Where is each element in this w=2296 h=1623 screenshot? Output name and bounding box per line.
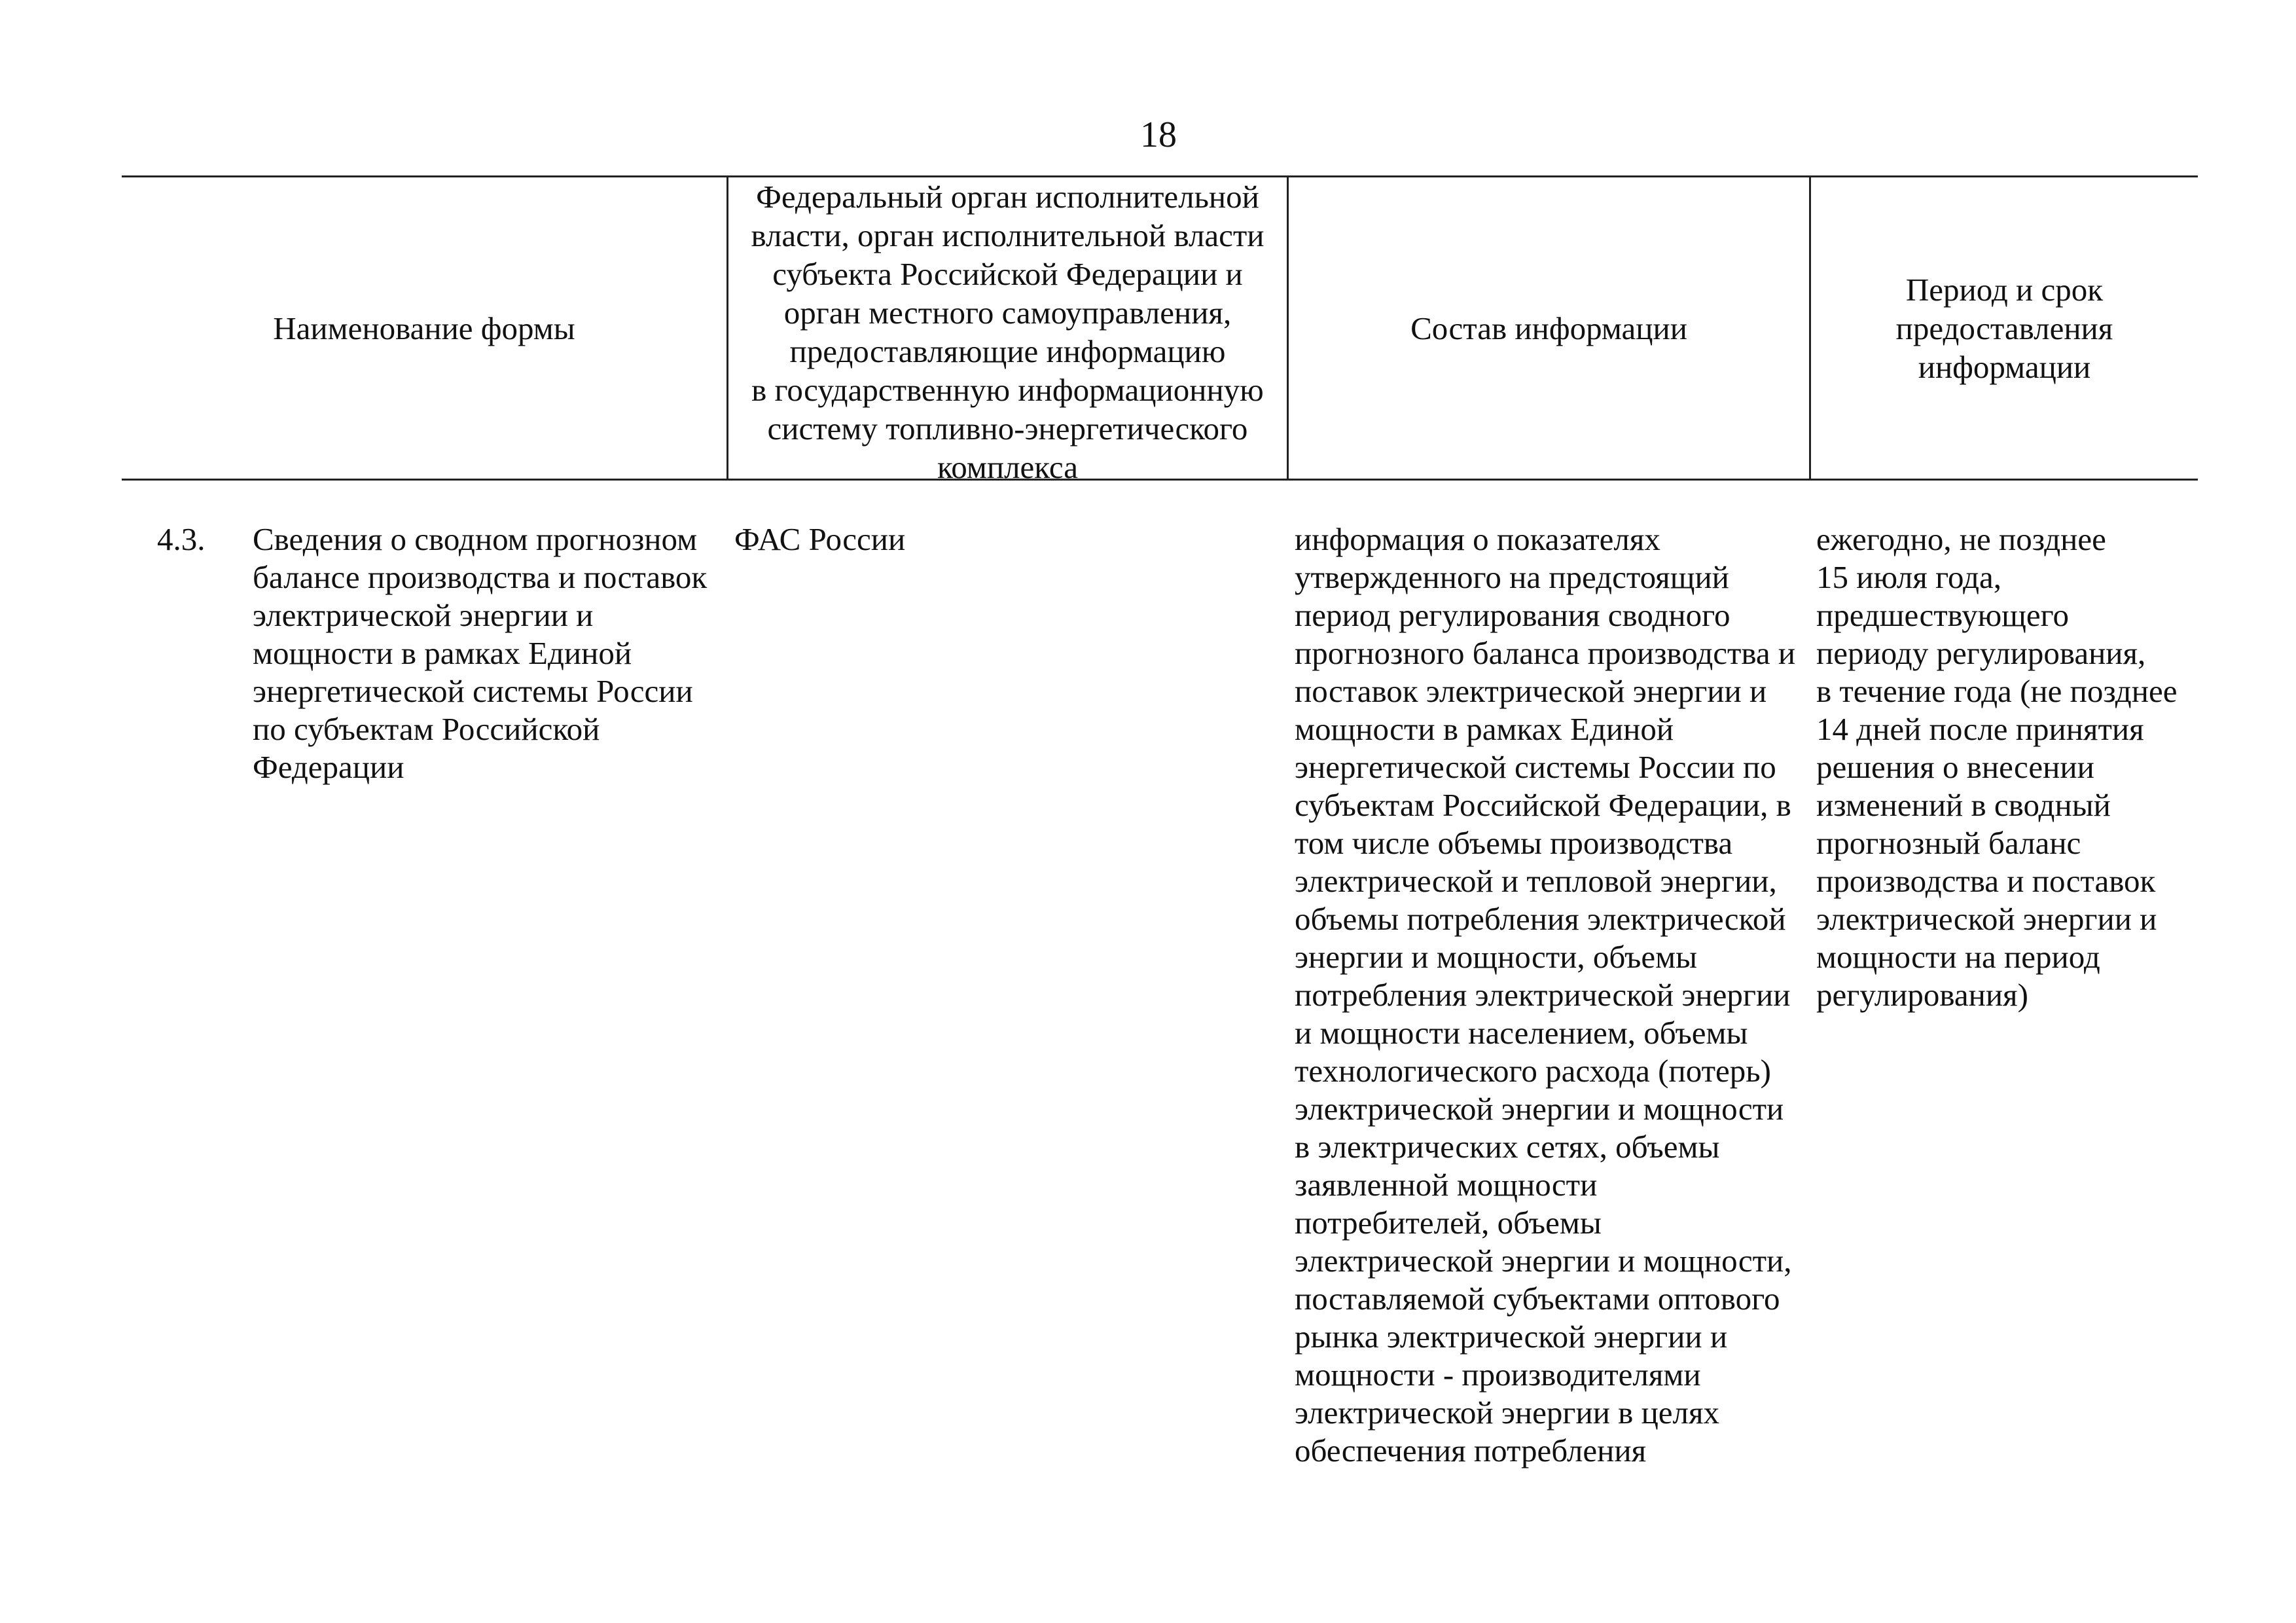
cell-line: период регулирования сводного — [1295, 597, 1731, 633]
cell-line: в течение года (не позднее — [1816, 673, 2178, 709]
header-text — [1896, 270, 2113, 386]
header-line: Период и срок — [1905, 271, 2104, 308]
cell-line: ФАС России — [734, 521, 906, 557]
cell-line: энергии и мощности, объемы — [1295, 939, 1698, 975]
cell-line: прогнозного баланса производства и — [1295, 635, 1796, 671]
header-line: Состав информации — [1410, 310, 1687, 346]
header-line: предоставляющие информацию — [789, 333, 1226, 369]
cell-line: в электрических сетях, объемы — [1295, 1129, 1720, 1165]
header-line: Федеральный орган исполнительной — [756, 179, 1259, 215]
cell-line: энергетической системы России — [253, 673, 693, 709]
cell-line: 4.3. — [157, 521, 206, 557]
cell-line: объемы потребления электрической — [1295, 901, 1786, 937]
cell-line: технологического расхода (потерь) — [1295, 1053, 1771, 1089]
header-line: предоставления — [1895, 310, 2113, 346]
header-text — [1410, 309, 1687, 348]
cell-line: электрической энергии и — [1816, 901, 2157, 937]
cell-info-composition — [1295, 520, 1795, 1470]
header-line: систему топливно-энергетического — [767, 410, 1248, 447]
cell-line: ежегодно, не позднее — [1816, 521, 2106, 557]
cell-line: предшествующего — [1816, 597, 2070, 633]
cell-form-name — [253, 520, 707, 786]
header-line: орган местного самоуправления, — [783, 295, 1232, 331]
cell-period — [1816, 520, 2177, 1014]
cell-line: мощности - производителями — [1295, 1357, 1701, 1393]
cell-line: заявленной мощности — [1295, 1167, 1598, 1203]
cell-line: энергетической системы России по — [1295, 749, 1776, 785]
cell-authority — [734, 520, 905, 558]
cell-line: потребителей, объемы — [1295, 1205, 1602, 1241]
cell-line: мощности на период — [1816, 939, 2100, 975]
cell-line: производства и поставок — [1816, 863, 2156, 899]
header-line: комплекса — [937, 449, 1078, 485]
cell-line: электрической энергии и мощности, — [1295, 1243, 1792, 1279]
page-number: 18 — [1140, 115, 1177, 155]
cell-line: электрической энергии и мощности — [1295, 1091, 1784, 1127]
header-line: в государственную информационную — [751, 372, 1264, 408]
cell-line: Сведения о сводном прогнозном — [253, 521, 698, 557]
header-text — [273, 309, 575, 348]
cell-line: том числе объемы производства — [1295, 825, 1733, 861]
cell-line: электрической энергии и — [253, 597, 594, 633]
cell-line: электрической и тепловой энергии, — [1295, 863, 1777, 899]
header-line: субъекта Российской Федерации и — [772, 256, 1243, 292]
cell-line: 15 июля года, — [1816, 559, 2001, 595]
cell-line: мощности в рамках Единой — [1295, 711, 1674, 747]
cell-line: 14 дней после принятия — [1816, 711, 2144, 747]
header-period — [1811, 177, 2198, 479]
cell-line: информация о показателях — [1295, 521, 1660, 557]
header-line: Наименование формы — [273, 310, 575, 346]
row-number — [157, 520, 206, 558]
cell-line: Федерации — [253, 749, 404, 785]
cell-line: электрической энергии в целях — [1295, 1395, 1720, 1431]
cell-line: прогнозный баланс — [1816, 825, 2081, 861]
cell-line: потребления электрической энергии — [1295, 977, 1791, 1013]
cell-line: решения о внесении — [1816, 749, 2094, 785]
cell-line: субъектам Российской Федерации, в — [1295, 787, 1791, 823]
cell-line: утвержденного на предстоящий — [1295, 559, 1729, 595]
cell-line: по субъектам Российской — [253, 711, 600, 747]
cell-line: периоду регулирования, — [1816, 635, 2146, 671]
header-form-name — [122, 177, 726, 479]
cell-line: и мощности населением, объемы — [1295, 1015, 1748, 1051]
cell-line: балансе производства и поставок — [253, 559, 708, 595]
cell-line: поставок электрической энергии и — [1295, 673, 1767, 709]
header-line: власти, орган исполнительной власти — [751, 217, 1265, 253]
cell-line: регулирования) — [1816, 977, 2028, 1013]
cell-line: мощности в рамках Единой — [253, 635, 632, 671]
cell-line: рынка электрической энергии и — [1295, 1319, 1728, 1355]
cell-line: изменений в сводный — [1816, 787, 2111, 823]
cell-line: обеспечения потребления — [1295, 1432, 1647, 1468]
header-info-composition — [1289, 177, 1809, 479]
header-text — [751, 177, 1264, 486]
cell-line: поставляемой субъектами оптового — [1295, 1281, 1780, 1317]
header-authority — [728, 177, 1287, 485]
header-line: информации — [1918, 348, 2091, 385]
